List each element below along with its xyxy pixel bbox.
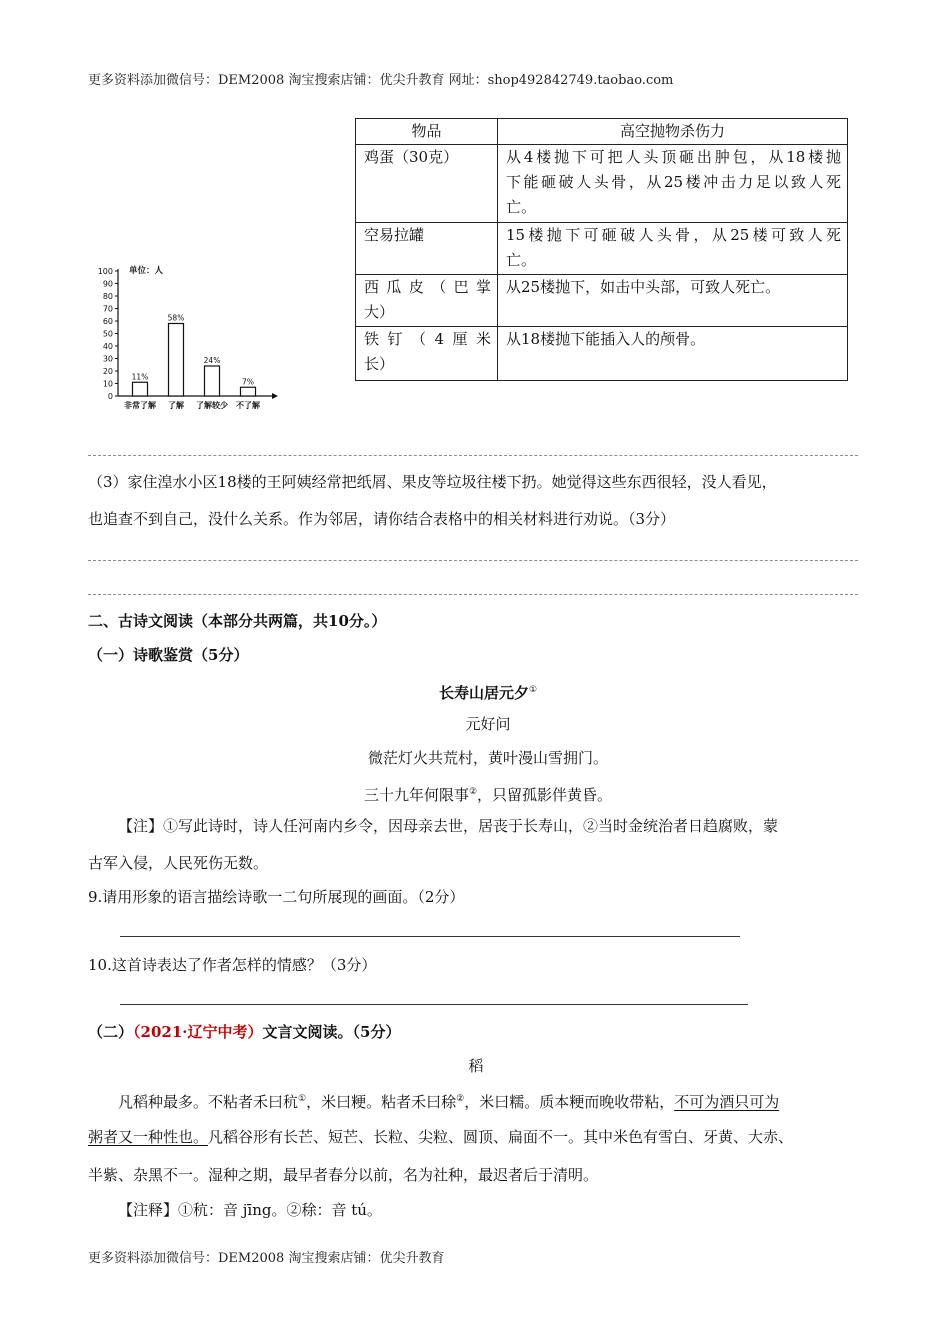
table-header-item: 物品 — [356, 119, 498, 145]
essay-title: 稻 — [468, 1057, 484, 1075]
x-category-label: 了解 — [168, 401, 184, 410]
table-header-harm: 高空抛物杀伤力 — [498, 119, 848, 145]
table-row — [356, 275, 848, 327]
essay-gloss: 【注释】①秔：音 jīng。②稌：音 tú。 — [118, 1201, 382, 1219]
y-tick-label: 70 — [102, 304, 113, 314]
table-cell-harm: 从18楼抛下能插入人的颅骨。 — [498, 327, 848, 381]
bar-data-label: 24% — [203, 356, 221, 365]
y-tick-label: 100 — [97, 267, 113, 276]
q3-line1: （3）家住湟水小区18楼的王阿姨经常把纸屑、果皮等垃圾往楼下扔。她觉得这些东西很轻，没人看见， — [88, 473, 777, 491]
y-tick-label: 60 — [102, 317, 113, 326]
section2-title: 二、古诗文阅读（本部分共两篇，共10分。） — [88, 612, 387, 630]
essay-line3: 半紫、杂黑不一。湿种之期，最早者春分以前，名为社种，最迟者后于清明。 — [88, 1166, 599, 1184]
throwing-harm-table — [355, 118, 848, 381]
bar-data-label: 7% — [242, 377, 254, 387]
essay-line1: 凡稻种最多。不粘者禾曰秔①，米曰粳。粘者禾曰稌②，米曰糯。质本粳而晚收带粘，不可为酒只可为 — [118, 1093, 780, 1111]
bar — [241, 387, 256, 396]
y-tick-label: 40 — [102, 342, 113, 351]
bar-data-label: 11% — [131, 372, 149, 382]
table-row — [356, 327, 848, 381]
y-tick-label: 20 — [102, 367, 113, 376]
page-header: 更多资料添加微信号：DEM2008 淘宝搜索店铺：优尖升教育 网址：shop492842749.taobao.com — [88, 73, 674, 88]
y-tick-label: 90 — [102, 279, 113, 289]
poem-verse-1: 微茫灯火共荒村，黄叶漫山雪拥门。 — [367, 749, 608, 767]
awareness-bar-chart — [86, 258, 286, 418]
poetry-subtitle: （一）诗歌鉴赏（5分） — [88, 646, 249, 664]
answer-line — [88, 594, 858, 595]
x-category-label: 了解较少 — [196, 401, 228, 410]
table-row — [356, 223, 848, 275]
poem-author: 元好问 — [465, 715, 511, 733]
table-cell-item: 西瓜皮（巴掌 大） — [356, 275, 498, 327]
page-footer: 更多资料添加微信号：DEM2008 淘宝搜索店铺：优尖升教育 — [88, 1251, 445, 1266]
poem-note-line2: 古军入侵，人民死伤无数。 — [88, 854, 269, 872]
essay-line2: 粥者又一种性也。凡稻谷形有长芒、短芒、长粒、尖粒、圆顶、扁面不一。其中米色有雪白、牙黄、大赤、 — [88, 1128, 794, 1146]
table-cell-harm: 15楼抛下可砸破人头骨，从25楼可致人死 亡。 — [498, 223, 848, 275]
table-cell-harm: 从25楼抛下，如击中头部，可致人死亡。 — [498, 275, 848, 327]
bar-data-label: 58% — [167, 313, 185, 323]
poem-note-line1: 【注】①写此诗时，诗人任河南内乡令，因母亲去世，居丧于长寿山，②当时金统治者日趋腐败，蒙 — [118, 817, 779, 835]
classical-subtitle: （二）（2021·辽宁中考）文言文阅读。（5分） — [88, 1023, 401, 1041]
bar — [133, 382, 148, 396]
y-tick-label: 10 — [102, 379, 113, 389]
answer-line — [88, 455, 858, 456]
q10-answer-line — [120, 1004, 748, 1005]
x-category-label: 不了解 — [236, 401, 260, 410]
q9-answer-line — [120, 936, 740, 937]
answer-line — [88, 560, 858, 561]
bar — [205, 366, 220, 396]
chart-unit-label: 单位：人 — [129, 266, 164, 276]
table-row — [356, 145, 848, 223]
question-10: 10.这首诗表达了作者怎样的情感？（3分） — [88, 956, 377, 974]
table-cell-item: 鸡蛋（30克） — [356, 145, 498, 223]
table-cell-item: 铁钉（4厘米 长） — [356, 327, 498, 381]
bar — [169, 324, 184, 397]
table-cell-harm: 从4楼抛下可把人头顶砸出肿包，从18楼抛 下能砸破人头骨，从25楼冲击力足以致人死 亡。 — [498, 145, 848, 223]
q3-line2: 也追查不到自己，没什么关系。作为邻居，请你结合表格中的相关材料进行劝说。（3分） — [88, 510, 676, 528]
x-category-label: 非常了解 — [124, 401, 156, 410]
poem-verse-2: 三十九年何限事②，只留孤影伴黄昏。 — [363, 786, 613, 804]
y-tick-label: 30 — [102, 354, 113, 364]
x-axis-arrow — [272, 393, 278, 399]
y-tick-label: 80 — [102, 292, 113, 301]
table-cell-item: 空易拉罐 — [356, 223, 498, 275]
y-tick-label: 0 — [107, 392, 113, 401]
question-9: 9.请用形象的语言描绘诗歌一二句所展现的画面。（2分） — [88, 888, 465, 906]
poem-title: 长寿山居元夕① — [438, 684, 538, 702]
y-tick-label: 50 — [102, 329, 113, 339]
